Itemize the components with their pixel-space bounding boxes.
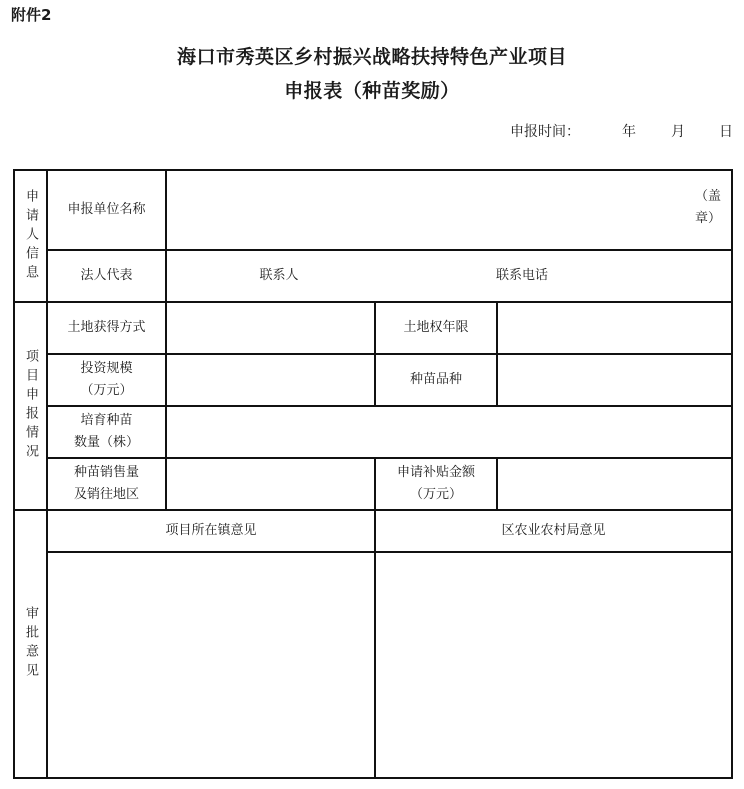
phone-field[interactable] xyxy=(562,251,731,301)
seal-note: （盖章） xyxy=(694,189,721,226)
investment-field[interactable] xyxy=(167,355,374,405)
section-applicant-info: 申请人信息 xyxy=(23,188,38,284)
contact-field[interactable] xyxy=(312,251,482,301)
town-opinion-label: 项目所在镇意见 xyxy=(165,523,257,538)
table-border-right xyxy=(731,169,733,779)
section-project-info: 项目申报情况 xyxy=(23,349,38,463)
unit-name-label: 申报单位名称 xyxy=(67,202,146,217)
section-approval: 审批意见 xyxy=(23,606,38,682)
bureau-opinion-field[interactable] xyxy=(376,553,731,777)
form-title: 海口市秀英区乡村振兴战略扶持特色产业项目 xyxy=(176,46,567,68)
legal-rep-field[interactable] xyxy=(167,251,247,301)
date-year-label: 年 xyxy=(622,124,636,140)
date-day-label: 日 xyxy=(719,124,733,140)
form-subtitle: 申报表（种苗奖励） xyxy=(284,80,460,102)
sales-label: 种苗销售量 及销往地区 xyxy=(73,465,139,502)
contact-label: 联系人 xyxy=(259,268,299,283)
investment-label: 投资规模 （万元） xyxy=(80,361,133,398)
sales-field[interactable] xyxy=(167,459,374,509)
land-method-label: 土地获得方式 xyxy=(67,320,146,335)
land-term-label: 土地权年限 xyxy=(403,320,469,335)
attachment-label: 附件2 xyxy=(11,6,52,24)
variety-label: 种苗品种 xyxy=(409,372,462,387)
phone-label: 联系电话 xyxy=(495,268,548,283)
subsidy-field[interactable] xyxy=(498,459,731,509)
unit-name-field[interactable] xyxy=(167,171,731,249)
land-method-field[interactable] xyxy=(167,303,374,353)
seedling-quantity-field[interactable] xyxy=(167,407,731,457)
town-opinion-field[interactable] xyxy=(48,553,374,777)
seedling-quantity-label: 培育种苗 数量（株） xyxy=(73,413,139,450)
bureau-opinion-label: 区农业农村局意见 xyxy=(501,523,606,538)
land-term-field[interactable] xyxy=(498,303,731,353)
subsidy-label: 申请补贴金额 （万元） xyxy=(396,465,475,502)
table-border-bottom xyxy=(13,777,733,779)
variety-field[interactable] xyxy=(498,355,731,405)
legal-rep-label: 法人代表 xyxy=(80,268,133,283)
date-month-label: 月 xyxy=(671,124,685,140)
date-label: 申报时间： xyxy=(510,124,580,140)
